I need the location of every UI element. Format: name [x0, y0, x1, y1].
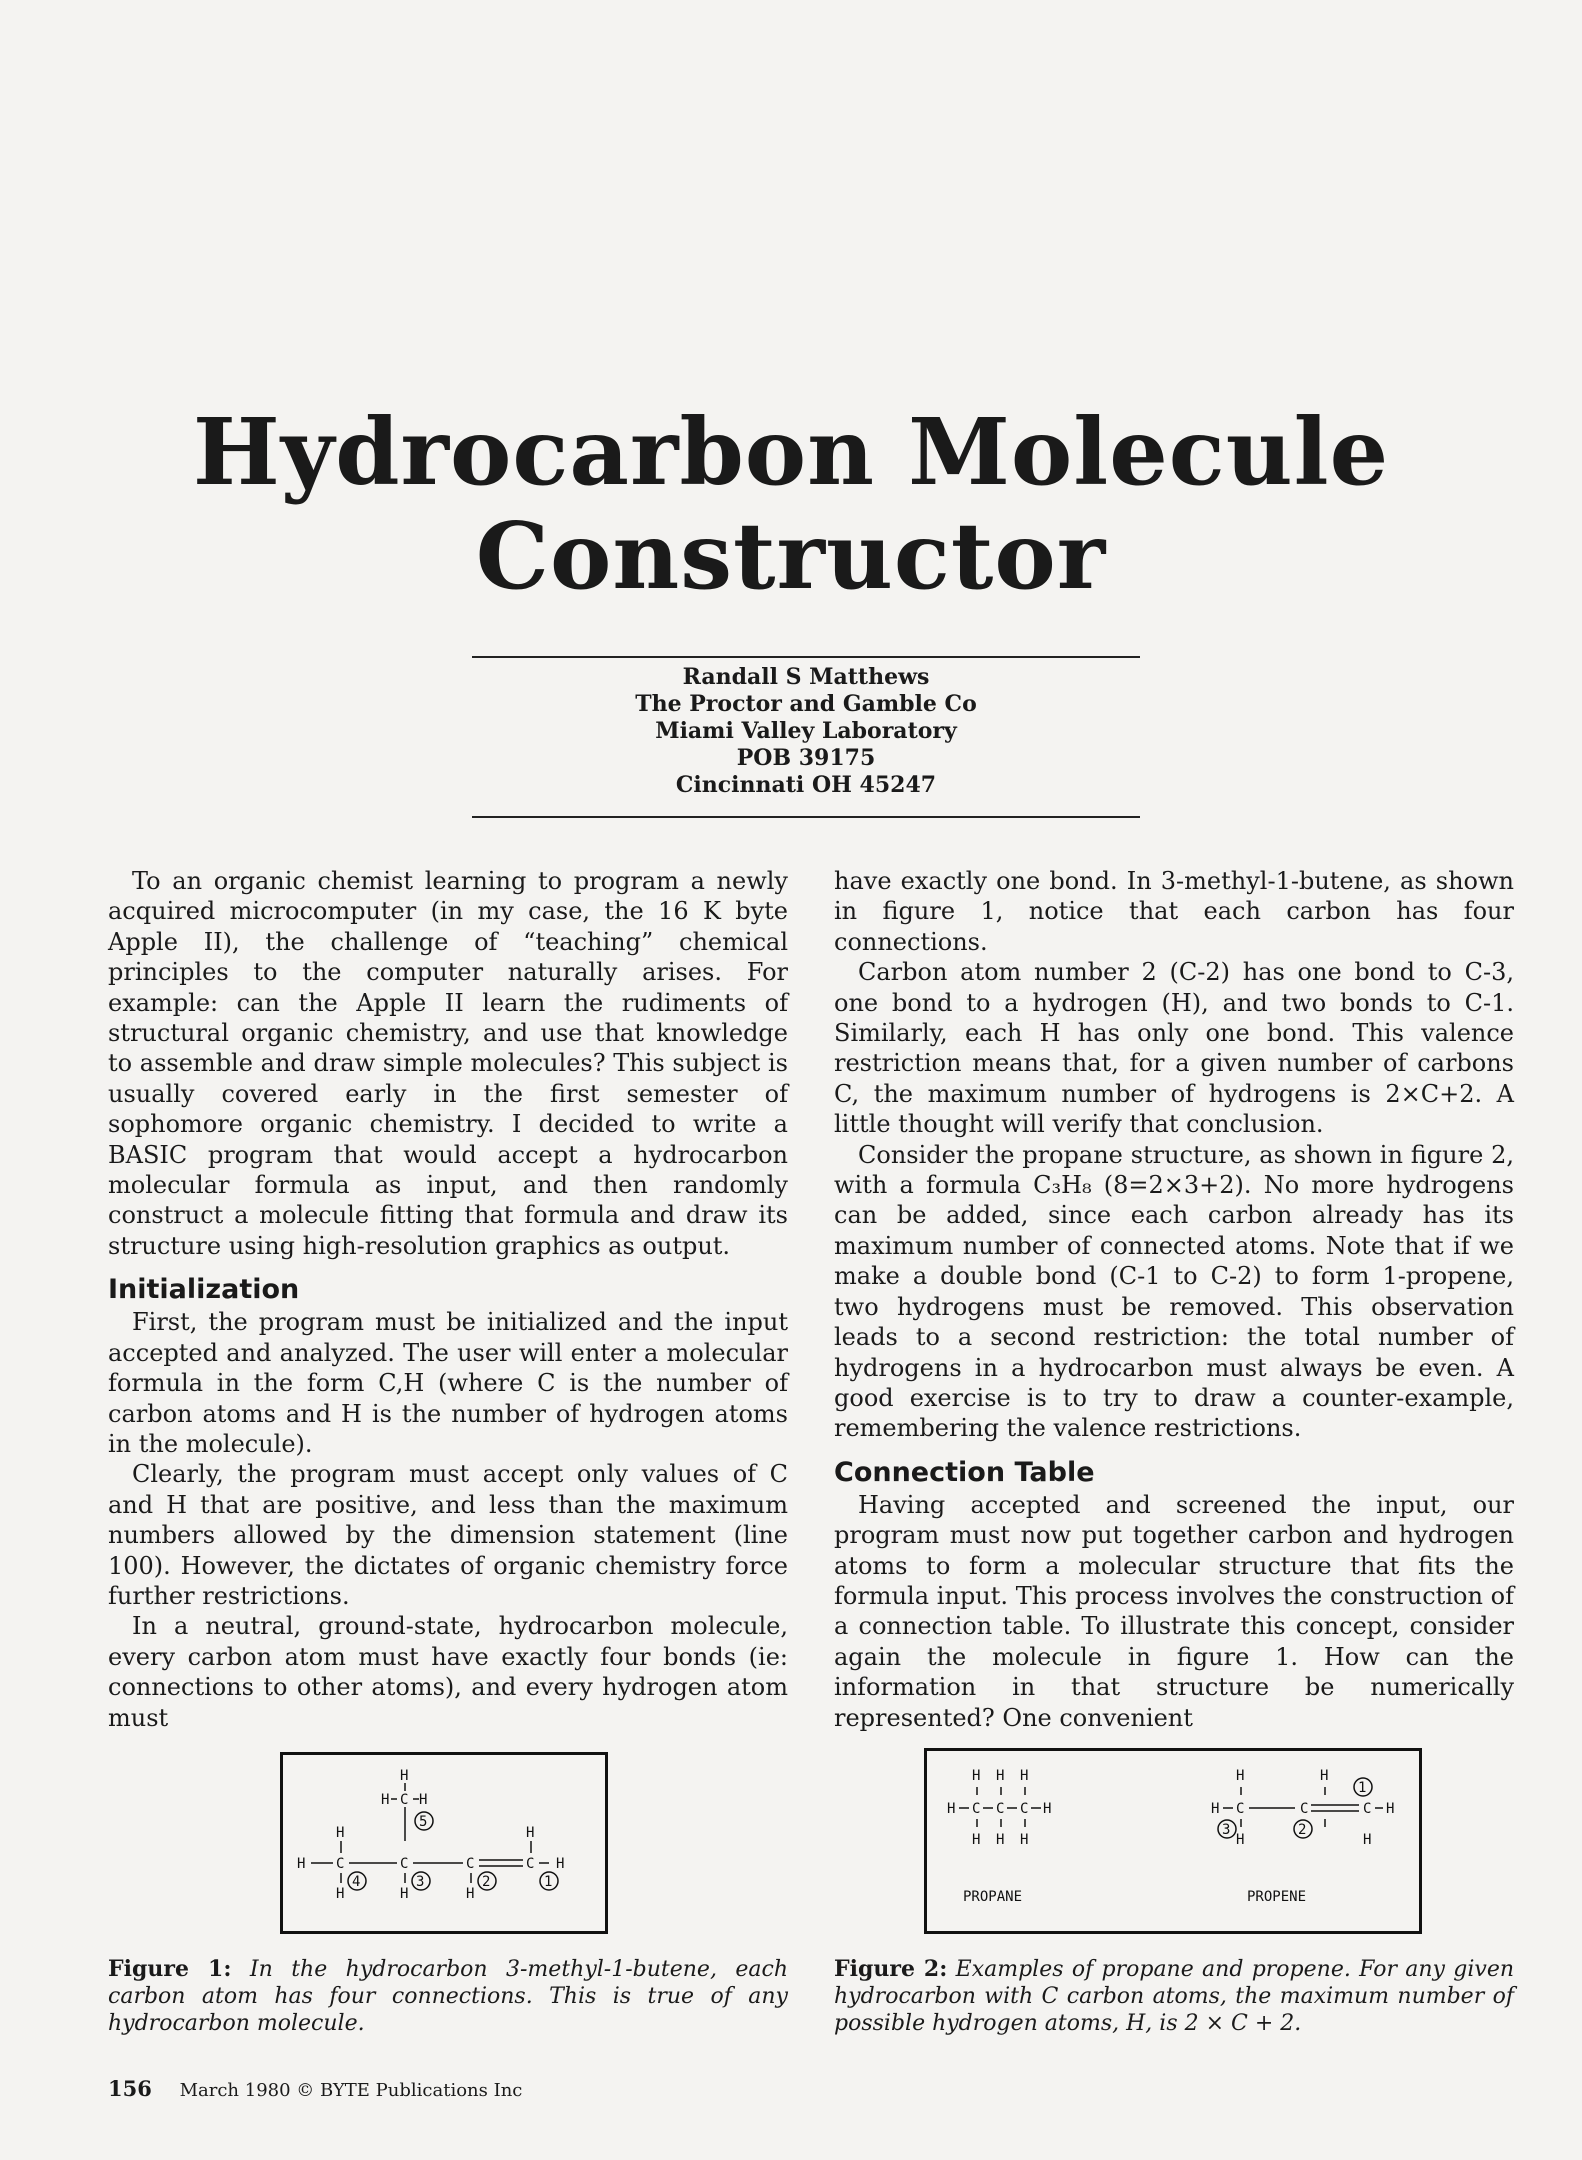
atom-number-2: 2 [482, 1874, 491, 1890]
right-column [834, 866, 1514, 1733]
label-propane: PROPANE [963, 1889, 1023, 1905]
city: Cincinnati OH 45247 [675, 772, 937, 798]
atom-h: H [1020, 1768, 1029, 1784]
atom-c: C [466, 1856, 475, 1872]
atom-h: H [1320, 1768, 1329, 1784]
heading-initialization: Initialization [108, 1274, 300, 1306]
atom-h: H [972, 1768, 981, 1784]
atom-number-1: 1 [1358, 1780, 1367, 1796]
pob: POB 39175 [736, 745, 876, 771]
atom-h: H [336, 1825, 345, 1841]
atom-number-2: 2 [1298, 1822, 1307, 1838]
atom-c: C [400, 1856, 409, 1872]
paragraph: In a neutral, ground-state, hydrocarbon molecule, every carbon atom must have exactly four bonds (ie: connections to other atoms), and every hydrogen atom must [108, 1612, 788, 1732]
figure-2-diagram [927, 1751, 1419, 1931]
title-line-1: Hydrocarbon Molecule [192, 398, 1390, 506]
company: The Proctor and Gamble Co [635, 691, 977, 717]
atom-h: H [1020, 1832, 1029, 1848]
atom-number-4: 4 [352, 1874, 361, 1890]
atom-c: C [1020, 1801, 1029, 1817]
atom-h: H [1236, 1832, 1245, 1848]
heading-connection-table: Connection Table [834, 1456, 1095, 1488]
intro-paragraph: To an organic chemist learning to program a newly acquired microcomputer (in my case, the 16 K byte Apple II), the challenge of “teaching” chemical principles to the computer naturally arises. For example: can the Apple II learn the rudiments of structural organic chemistry, and use that knowledge to assemble and draw simple molecules? This subject is usually covered early in the first semester of sophomore organic chemistry. I decided to write a BASIC program that would accept a hydrocarbon molecular formula as input, and then randomly construct a molecule fitting that formula and draw its structure using high-resolution graphics as output. [108, 867, 788, 1260]
page-number: 156 [108, 2076, 152, 2101]
atom-h: H [526, 1825, 535, 1841]
atom-h: H [381, 1792, 390, 1808]
atom-c: C [400, 1792, 409, 1808]
atom-c: C [972, 1801, 981, 1817]
atom-h: H [996, 1832, 1005, 1848]
atom-c: C [1363, 1801, 1372, 1817]
byline [472, 664, 1140, 799]
atom-h: H [297, 1856, 306, 1872]
atom-h: H [556, 1856, 565, 1872]
figure-2 [924, 1748, 1422, 1934]
caption-text: In the hydrocarbon 3-methyl-1-butene, each carbon atom has four connections. This is true of any hydrocarbon molecule. [108, 1957, 789, 2036]
article-title [0, 400, 1582, 608]
atom-c: C [526, 1856, 535, 1872]
atom-h: H [972, 1832, 981, 1848]
atom-number-1: 1 [544, 1874, 553, 1890]
paragraph: First, the program must be initialized and the input accepted and analyzed. The user will enter a molecular formula in the form C,H (where C is the number of carbon atoms and H is the number of hydrogen atoms in the molecule). [108, 1308, 788, 1458]
caption-text: Examples of propane and propene. For any given hydrocarbon with C carbon atoms, the maximum number of possible hydrogen atoms, H, is 2 × C + 2. [834, 1957, 1515, 2036]
atom-c: C [996, 1801, 1005, 1817]
footer-text: March 1980 © BYTE Publications Inc [179, 2080, 523, 2101]
atom-h: H [336, 1886, 345, 1902]
atom-h: H [996, 1768, 1005, 1784]
figure-1-caption [108, 1956, 788, 2037]
left-column [108, 866, 788, 1733]
figure-2-caption [834, 1956, 1514, 2037]
byline-rule-top [472, 656, 1140, 658]
atom-h: H [1363, 1832, 1372, 1848]
atom-h: H [1386, 1801, 1395, 1817]
figure-1 [280, 1752, 608, 1934]
atom-c: C [1236, 1801, 1245, 1817]
title-line-2: Constructor [475, 502, 1107, 610]
atom-c: C [1300, 1801, 1309, 1817]
paragraph: have exactly one bond. In 3-methyl-1-butene, as shown in figure 1, notice that each carbon has four connections. [834, 867, 1514, 956]
caption-label: Figure 2: [834, 1956, 948, 1982]
atom-h: H [419, 1792, 428, 1808]
paragraph: Clearly, the program must accept only values of C and H that are positive, and less than the maximum numbers allowed by the dimension statement (line 100). However, the dictates of organic chemistry force further restrictions. [108, 1460, 788, 1610]
figure-1-diagram [283, 1755, 605, 1931]
atom-number-5: 5 [419, 1814, 428, 1830]
atom-h: H [400, 1886, 409, 1902]
atom-h: H [1236, 1768, 1245, 1784]
byline-rule-bottom [472, 816, 1140, 818]
atom-h: H [1211, 1801, 1220, 1817]
caption-label: Figure 1: [108, 1956, 232, 1982]
atom-h: H [1043, 1801, 1052, 1817]
atom-h: H [466, 1886, 475, 1902]
author: Randall S Matthews [682, 664, 930, 690]
page-footer [108, 2076, 522, 2101]
lab: Miami Valley Laboratory [655, 718, 957, 744]
atom-number-3: 3 [1222, 1822, 1231, 1838]
label-propene: PROPENE [1247, 1889, 1307, 1905]
atom-c: C [336, 1856, 345, 1872]
atom-number-3: 3 [416, 1874, 425, 1890]
paragraph: Having accepted and screened the input, our program must now put together carbon and hydrogen atoms to form a molecular structure that fits the formula input. This process involves the construction of a connection table. To illustrate this concept, consider again the molecule in figure 1. How can the information in that structure be numerically represented? One convenient [834, 1490, 1514, 1732]
paragraph: Consider the propane structure, as shown in figure 2, with a formula C₃H₈ (8=2×3+2). No more hydrogens can be added, since each carbon already has its maximum number of connected atoms. Note that if we make a double bond (C-1 to C-2) to form 1-propene, two hydrogens must be removed. This observation leads to a second restriction: the total number of hydrogens in a hydrocarbon must always be even. A good exercise is to try to draw a counter-example, remembering the valence restrictions. [834, 1140, 1514, 1443]
paragraph: Carbon atom number 2 (C-2) has one bond to C-3, one bond to a hydrogen (H), and two bonds to C-1. Similarly, each H has only one bond. This valence restriction means that, for a given number of carbons C, the maximum number of hydrogens is 2×C+2. A little thought will verify that conclusion. [834, 958, 1514, 1139]
atom-h: H [947, 1801, 956, 1817]
atom-h: H [400, 1768, 409, 1784]
